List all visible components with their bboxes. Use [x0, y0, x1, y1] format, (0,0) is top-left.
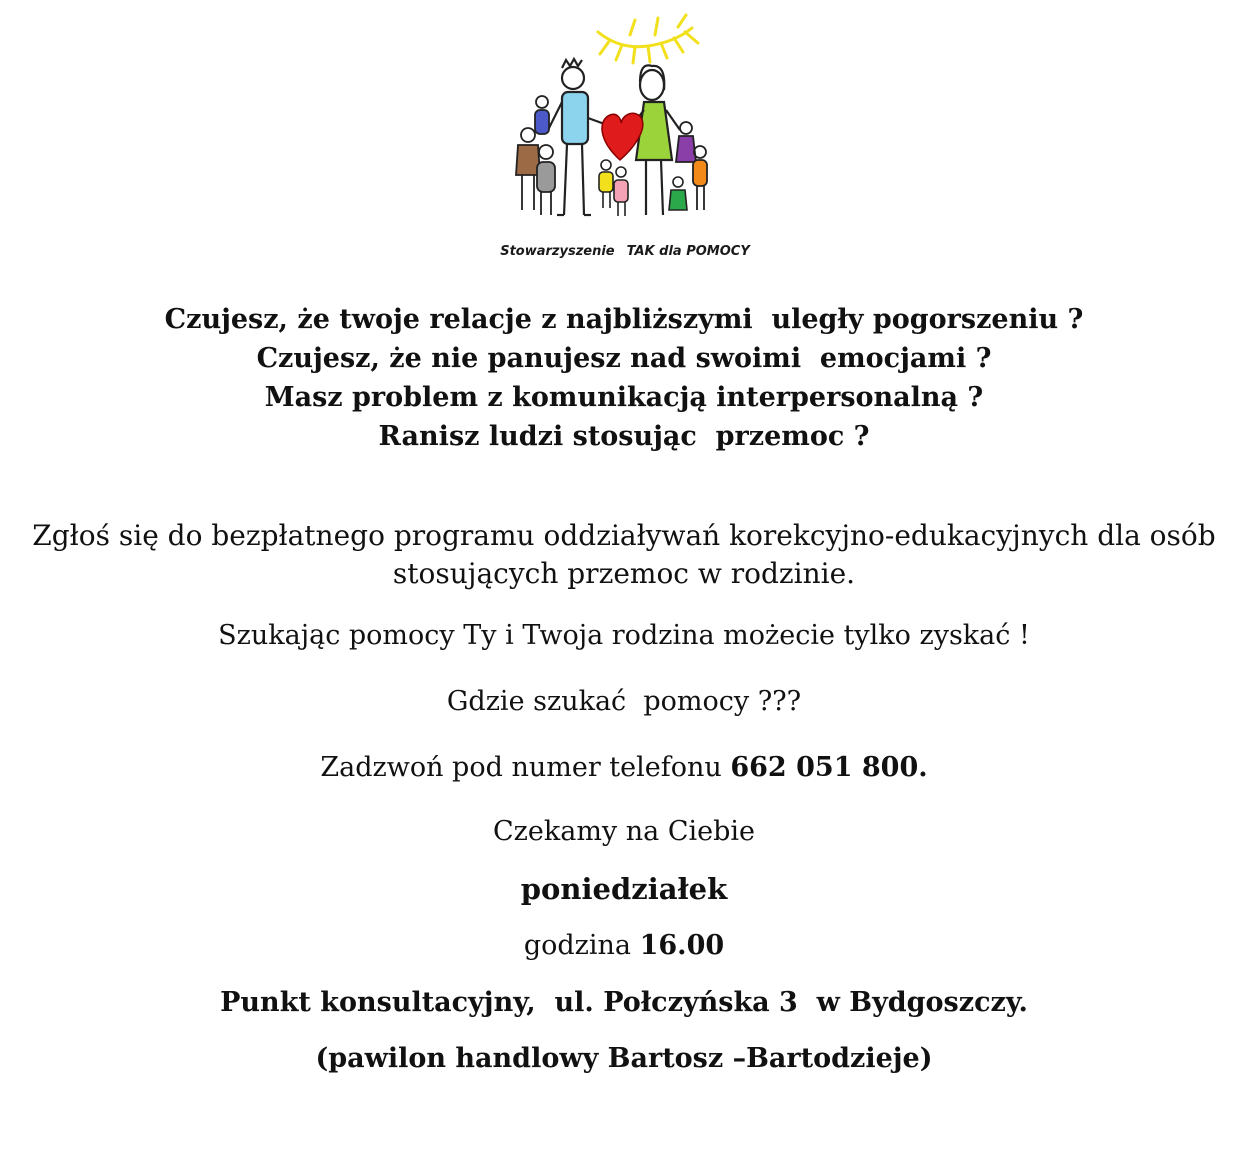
phone-number: 662 051 800.	[730, 752, 928, 783]
child-figure-pink-icon	[614, 167, 628, 216]
meeting-hour	[0, 930, 1248, 961]
organization-name	[480, 244, 770, 259]
organization-title: TAK dla POMOCY	[626, 244, 750, 259]
child-figure-green-icon	[669, 177, 687, 210]
question-line: Czujesz, że nie panujesz nad swoimi emocjami ?	[256, 343, 992, 374]
organization-prefix: Stowarzyszenie	[500, 244, 615, 259]
question-line: Masz problem z komunikacją interpersonalną ?	[264, 382, 984, 413]
phone-line	[0, 752, 1248, 783]
child-figure-orange-icon	[693, 146, 707, 210]
program-intro: Zgłoś się do bezpłatnego programu oddziaływań korekcyjno-edukacyjnych dla osób stosujących przemoc w rodzinie.	[32, 519, 1216, 590]
waiting-text: Czekamy na Ciebie	[493, 816, 755, 847]
child-figure-yellow-icon	[599, 160, 613, 208]
address-line: Punkt konsultacyjny, ul. Połczyńska 3 w Bydgoszczy.	[220, 987, 1028, 1018]
meeting-day: poniedziałek	[520, 872, 728, 906]
address-note: (pawilon handlowy Bartosz –Bartodzieje)	[315, 1043, 933, 1074]
encouragement-text: Szukając pomocy Ty i Twoja rodzina możecie tylko zyskać !	[218, 620, 1030, 651]
association-logo	[480, 10, 770, 260]
phone-prefix: Zadzwoń pod numer telefonu	[320, 752, 731, 783]
child-figure-grey-icon	[537, 145, 555, 215]
sun-icon	[598, 15, 698, 63]
question-block	[0, 300, 1248, 456]
hour-prefix: godzina	[523, 930, 640, 961]
question-line: Ranisz ludzi stosując przemoc ?	[378, 421, 870, 452]
question-line: Czujesz, że twoje relacje z najbliższymi uległy pogorszeniu ?	[164, 304, 1084, 335]
where-question: Gdzie szukać pomocy ???	[446, 686, 802, 717]
hour-value: 16.00	[639, 930, 725, 961]
child-figure-blue-icon	[535, 96, 549, 134]
family-drawing-icon	[480, 10, 770, 240]
